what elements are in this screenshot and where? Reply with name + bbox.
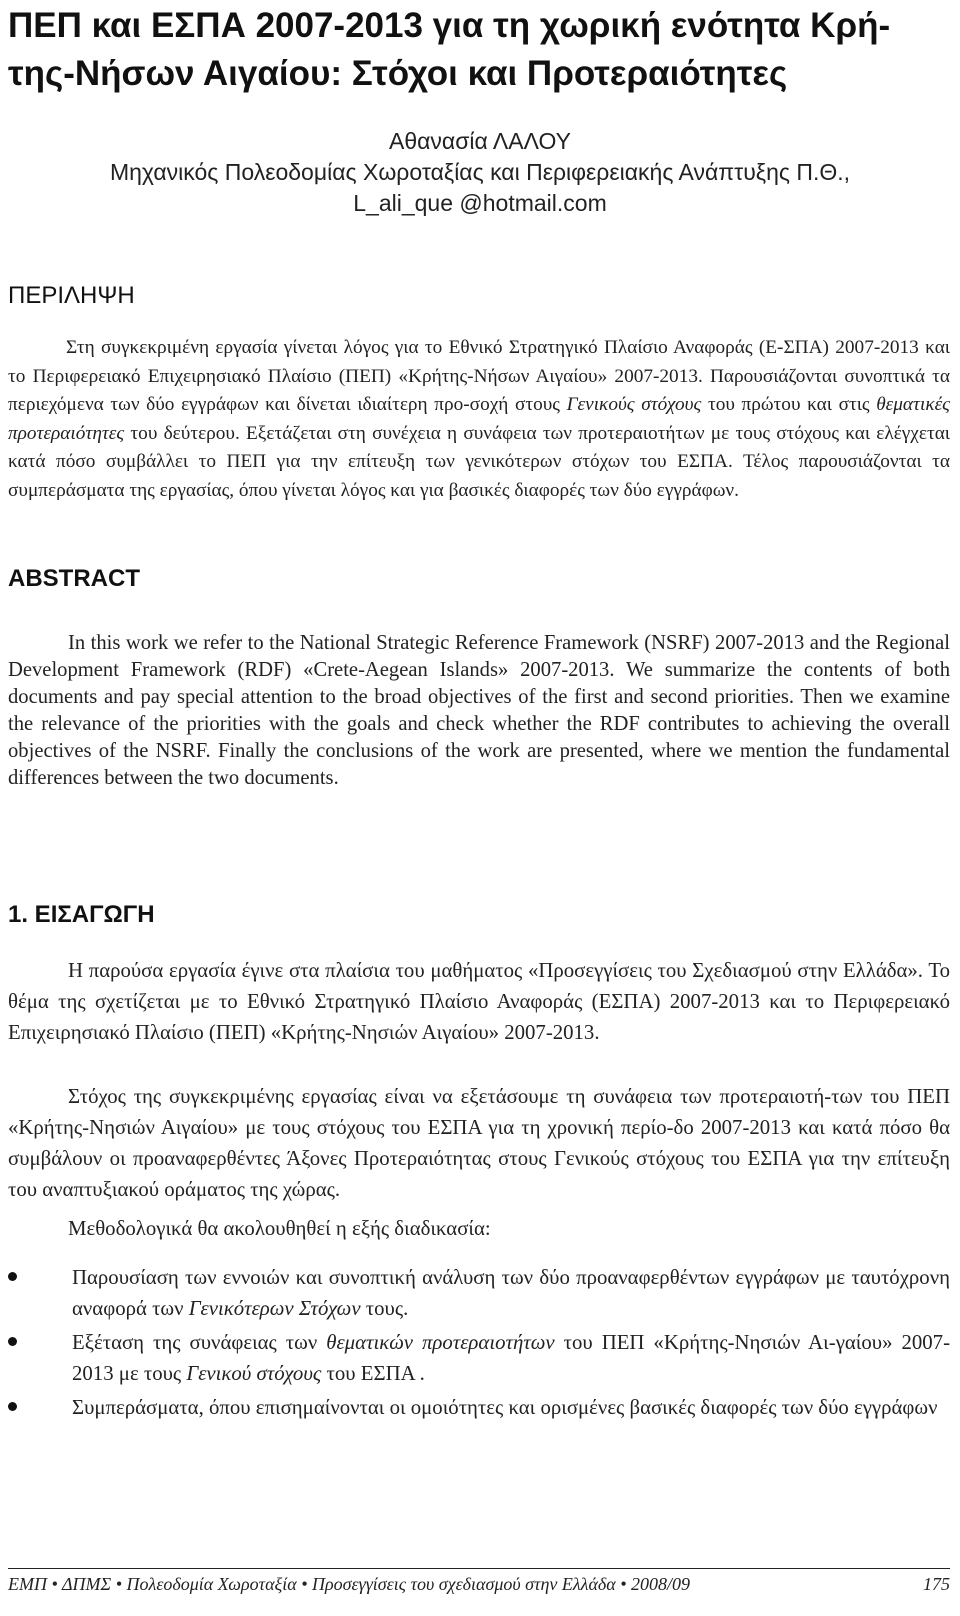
page-number: 175 (923, 1574, 950, 1594)
intro-paragraph-2 (8, 1081, 950, 1205)
author-email: L_ali_que @hotmail.com (353, 190, 607, 216)
bullet-icon (8, 1272, 17, 1281)
intro-heading: 1. ΕΙΣΑΓΩΓΗ (8, 901, 155, 928)
intro-p1-text: Η παρούσα εργασία έγινε στα πλαίσια του μαθήματος «Προσεγγίσεις του Σχεδιασμού στην Ελλάδα». Το θέμα της σχετίζεται με το Εθνικό Στρατηγικό Πλαίσιο Αναφοράς (ΕΣΠΑ) 2007-2013 και το Περιφερειακό Επιχειρησιακό Πλαίσιο (ΠΕΠ) «Κρήτης-Νησιών Αιγαίου» 2007-2013. (8, 959, 950, 1044)
summary-heading: ΠΕΡΙΛΗΨΗ (8, 282, 135, 309)
list-item-text-end: τους. (360, 1297, 409, 1320)
list-item (8, 1262, 950, 1324)
intro-p3-text: Μεθοδολογικά θα ακολουθηθεί η εξής διαδικασία: (68, 1217, 491, 1240)
author-name: Αθανασία ΛΑΛΟΥ (388, 128, 572, 154)
abstract-text (8, 630, 950, 792)
summary-em-priorities: θεματικές προτεραιότητες (8, 394, 950, 444)
summary-text-part2: του πρώτου και στις (701, 394, 877, 416)
list-item-text: Εξέταση της συνάφειας των (72, 1331, 327, 1354)
list-item-em-2: Γενικού στόχους (186, 1362, 322, 1385)
summary-text (8, 334, 950, 506)
page-title: ΠΕΠ και ΕΣΠΑ 2007-2013 για τη χωρική ενότητα Κρή-της-Νήσων Αιγαίου: Στόχοι και Προτεραιότητες (8, 6, 891, 93)
intro-paragraph-1 (8, 955, 950, 1048)
footer-journal: ΕΜΠ • ΔΠΜΣ • Πολεοδομία Χωροταξία • Προσεγγίσεις του σχεδιασμού στην Ελλάδα • 2008/09 (8, 1574, 691, 1594)
intro-p2-text: Στόχος της συγκεκριμένης εργασίας είναι να εξετάσουμε τη συνάφεια των προτεραιοτή-των του ΠΕΠ «Κρήτης-Νησιών Αιγαίου» με τους στόχους του ΕΣΠΑ για τη χρονική περίο-δο 2007-2013 και κατά πόσο θα συμβάλουν οι προαναφερθέντες Άξονες Προτεραιότητας στους Γενικούς στόχους του ΕΣΠΑ για την επίτευξη του αναπτυξιακού οράματος της χώρας. (8, 1085, 950, 1201)
author-block (0, 126, 960, 219)
summary-em-goals: Γενικούς στόχους (566, 394, 702, 416)
summary-text-part1: Στη συγκεκριμένη εργασία γίνεται λόγος για το Εθνικό Στρατηγικό Πλαίσιο Αναφοράς (Ε-ΣΠΑ) 2007-2013 και το Περιφερειακό Επιχειρησιακό Πλαίσιο (ΠΕΠ) «Κρήτης-Νήσων Αιγαίου» 2007-2013. Παρουσιάζονται συνοπτικά τα περιεχόμενα των δύο εγγράφων και δίνεται ιδιαίτερη προ-σοχή στους (8, 337, 950, 416)
summary-text-part3: του δεύτερου. Εξετάζεται στη συνέχεια η συνάφεια των προτεραιοτήτων με τους στόχους και ελέγχεται κατά πόσο συμβάλλει το ΠΕΠ για την επίτευξη των γενικότερων στόχων του ΕΣΠΑ. Τέλος παρουσιάζονται τα συμπεράσματα της εργασίας, όπου γίνεται λόγος και για βασικές διαφορές των δύο εγγράφων. (8, 422, 950, 501)
list-item-text-mid: του ΠΕΠ «Κρήτης-Νησιών Αι-γαίου» 2007-2013 με τους (72, 1331, 950, 1385)
list-item-text: Παρουσίαση των εννοιών και συνοπτική ανάλυση των δύο προαναφερθέντων εγγράφων με ταυτόχρονη αναφορά των (72, 1266, 950, 1320)
list-item-em: θεματικών προτεραιοτήτων (326, 1331, 555, 1354)
list-item-em: Γενικότερων Στόχων (188, 1297, 361, 1320)
page-footer (8, 1571, 950, 1597)
list-item (8, 1327, 950, 1389)
abstract-heading: ABSTRACT (8, 565, 140, 592)
footer-divider (8, 1568, 950, 1569)
list-item-text-end: του ΕΣΠΑ . (321, 1362, 425, 1385)
abstract-text-content: In this work we refer to the National Strategic Reference Framework (NSRF) 2007-2013 and the Regional Development Framework (RDF) «Crete-Aegean Islands» 2007-2013. We summarize the contents of both documents and pay special attention to the broad objectives of the first and second priorities. Then we examine the relevance of the priorities with the goals and check whether the RDF contributes to achieving the overall objectives of the NSRF. Finally the conclusions of the work are presented, where we mention the fundamental differences between the two documents. (8, 632, 950, 789)
bullet-icon (8, 1402, 17, 1411)
bullet-icon (8, 1337, 17, 1346)
list-item-text: Συμπεράσματα, όπου επισημαίνονται οι ομοιότητες και ορισμένες βασικές διαφορές των δύο εγγράφων (72, 1396, 938, 1419)
intro-paragraph-3 (8, 1213, 950, 1244)
list-item (8, 1392, 950, 1423)
author-affiliation: Μηχανικός Πολεοδομίας Χωροταξίας και Περιφερειακής Ανάπτυξης Π.Θ., (109, 159, 851, 185)
method-list (8, 1262, 950, 1426)
